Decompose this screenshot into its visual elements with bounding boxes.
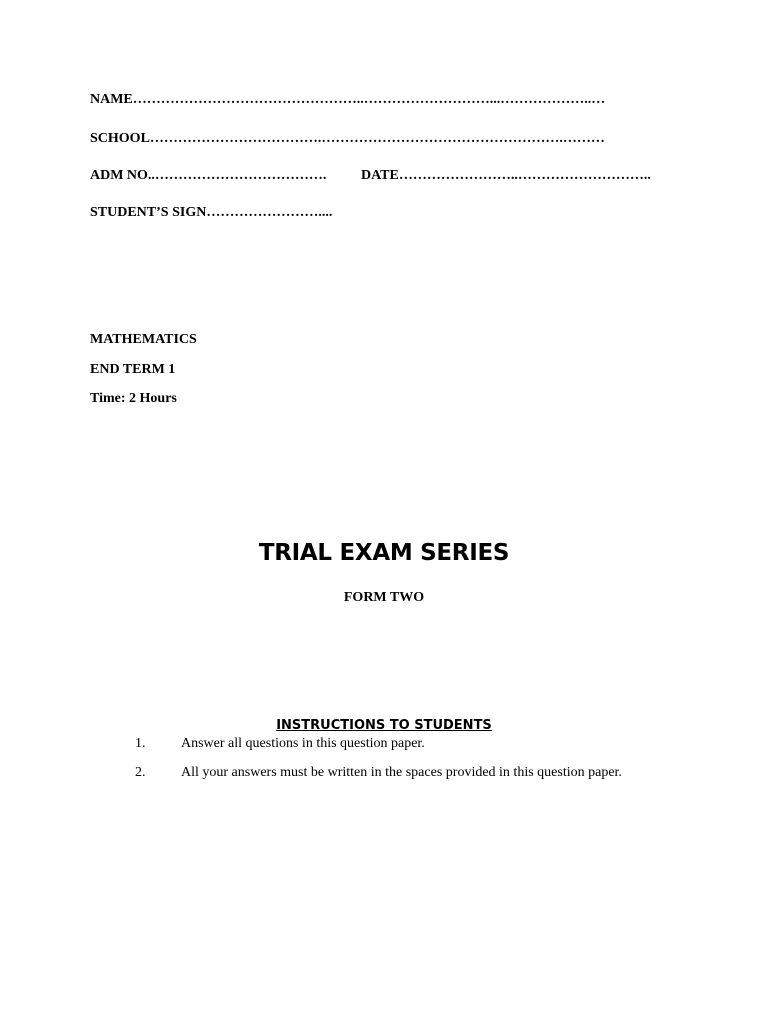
instruction-item <box>135 736 425 752</box>
instruction-item <box>135 765 622 781</box>
subject-label: MATHEMATICS <box>90 332 197 347</box>
instructions-heading: INSTRUCTIONS TO STUDENTS <box>276 718 492 733</box>
instruction-text: All your answers must be written in the spaces provided in this question paper. <box>181 765 622 780</box>
term-label: END TERM 1 <box>90 362 176 377</box>
instruction-text: Answer all questions in this question paper. <box>181 736 425 751</box>
exam-title: TRIAL EXAM SERIES <box>258 540 510 566</box>
school-field[interactable]: SCHOOL……………………………….…………………………………………….……… <box>90 131 605 146</box>
name-field[interactable]: NAME…………………………………………..………………………...………………..… <box>90 92 606 107</box>
form-label: FORM TWO <box>343 590 425 605</box>
instruction-number: 1. <box>135 736 146 751</box>
adm-no-field[interactable]: ADM NO..………………………………. <box>90 168 327 183</box>
date-field[interactable]: DATE……………………..……………………….. <box>361 168 651 183</box>
time-label: Time: 2 Hours <box>90 391 177 406</box>
instruction-number: 2. <box>135 765 146 780</box>
student-sign-field[interactable]: STUDENT’S SIGN…………………….... <box>90 205 333 220</box>
